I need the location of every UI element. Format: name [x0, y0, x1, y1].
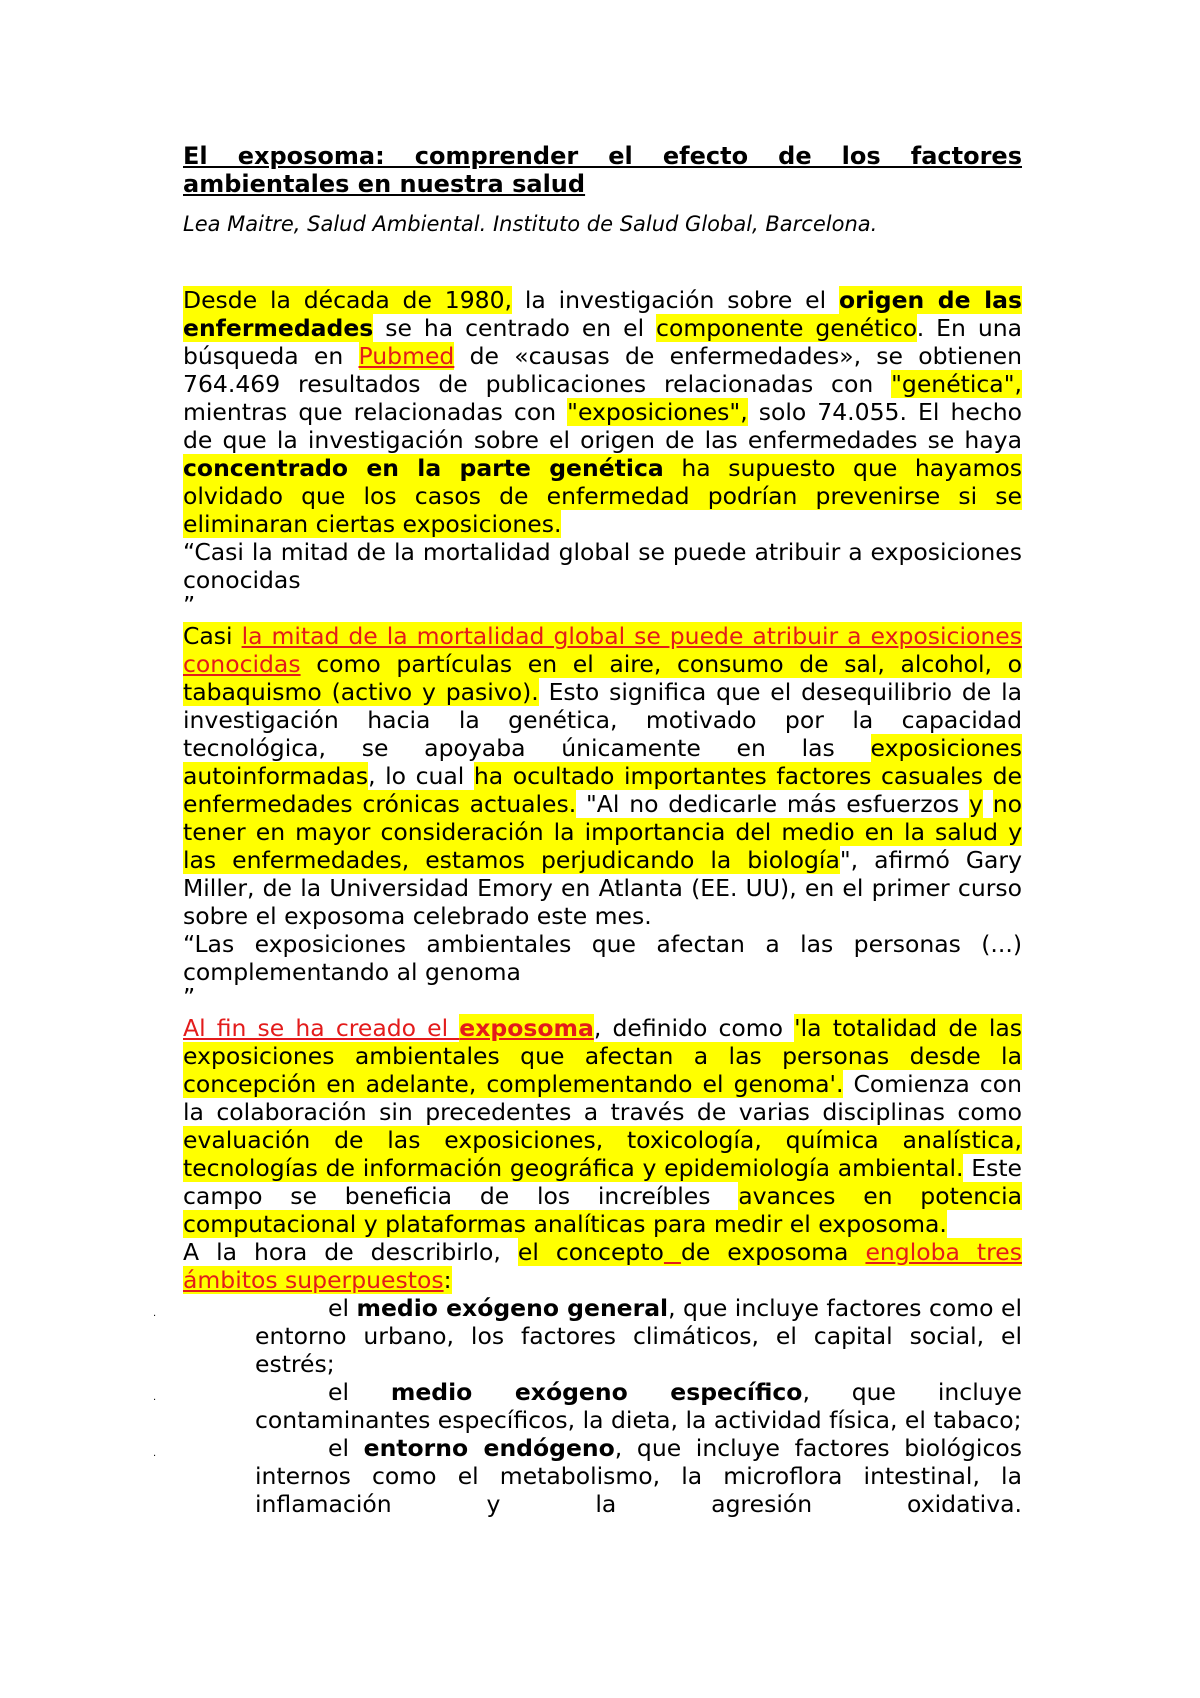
- text-span: [983, 790, 993, 818]
- pull-quote-1: “Casi la mitad de la mortalidad global se puede atribuir a exposiciones conocidas: [183, 538, 1022, 594]
- paragraph-intro: [183, 286, 1022, 538]
- pull-quote-1-close: ”: [183, 591, 196, 619]
- list-item-text: [255, 1378, 1022, 1434]
- highlight-span: ha ocultado importantes factores casuales de enfermedades crónicas actuales.: [183, 762, 1022, 818]
- highlight-span: Casi: [183, 622, 242, 650]
- red-underlined-span: [664, 1238, 681, 1266]
- bullet-icon: ·: [153, 1311, 157, 1322]
- red-underlined-span: engloba tres ámbitos superpuestos: [183, 1238, 1022, 1294]
- list-item: [153, 1378, 1022, 1434]
- bullet-icon: ·: [153, 1451, 157, 1462]
- highlight-span: exposiciones autoinformadas: [183, 734, 1022, 790]
- highlight-span: "exposiciones",: [567, 398, 748, 426]
- text-span: se ha centrado en el: [373, 314, 657, 342]
- highlight-span: el concepto: [517, 1238, 664, 1266]
- text-span: Esto significa que el desequilibrio de la investigación hacia la genética, motivado por la capacidad tecnológica, se apoyaba únicamente en las: [183, 678, 1023, 762]
- bold-term: medio exógeno general: [356, 1294, 669, 1322]
- bullet-icon: ·: [153, 1395, 157, 1406]
- text-span: de «causas de enfermedades», se obtienen 764.469 resultados de publicaciones relacionadas con: [183, 342, 1022, 398]
- list-item-text: [255, 1434, 1022, 1518]
- highlight-bold-span: concentrado en la parte genética: [183, 454, 664, 482]
- pubmed-link[interactable]: Pubmed: [358, 342, 455, 370]
- highlight-span: como partículas en el aire, consumo de sal, alcohol, o tabaquismo (activo y pasivo).: [183, 650, 1022, 706]
- pull-quote-2-close: ”: [183, 983, 196, 1011]
- text-span: , lo cual: [368, 762, 474, 790]
- text-span: el: [328, 1378, 391, 1406]
- text-span: el: [328, 1294, 357, 1322]
- text-span: Comienza con la colaboración sin precedentes a través de varias disciplinas como: [183, 1070, 1022, 1126]
- highlight-bold-span: exposoma: [459, 1014, 594, 1042]
- red-underlined-span: la mitad de la mortalidad global se puede atribuir a exposiciones conocidas: [183, 622, 1022, 678]
- highlight-span: de exposoma: [680, 1238, 866, 1266]
- highlight-span: y: [968, 790, 983, 818]
- document-title: El exposoma: comprender el efecto de los factores ambientales en nuestra salud: [183, 142, 1022, 198]
- list-item: [153, 1434, 1022, 1518]
- exposome-domains-list: [153, 1294, 1022, 1518]
- text-span: la investigación sobre el: [512, 286, 839, 314]
- pull-quote-2: “Las exposiciones ambientales que afectan a las personas (...) complementando al genoma: [183, 930, 1022, 986]
- list-item: [153, 1294, 1022, 1378]
- highlight-span: no tener en mayor consideración la importancia del medio en la salud y las enfermedades, estamos perjudicando la biología: [183, 790, 1022, 874]
- text-span: , que incluye contaminantes específicos, la dieta, la actividad física, el tabaco;: [255, 1378, 1022, 1434]
- text-span: "Al no dedicarle más esfuerzos: [576, 790, 969, 818]
- bold-term: entorno endógeno: [363, 1434, 615, 1462]
- highlight-span: :: [443, 1266, 452, 1294]
- text-span: , definido como: [593, 1014, 795, 1042]
- bold-term: medio exógeno específico: [390, 1378, 803, 1406]
- highlight-span: "genética",: [891, 370, 1022, 398]
- text-span: . En una búsqueda en: [183, 314, 1023, 370]
- highlight-span: Desde la década de 1980,: [183, 286, 513, 314]
- paragraph-mortality: [183, 622, 1022, 930]
- highlight-span: evaluación de las exposiciones, toxicología, química analística, tecnologías de información geográfica y epidemiología ambiental.: [183, 1126, 1022, 1182]
- red-underlined-span: Al fin se ha creado el: [183, 1014, 460, 1042]
- list-item-text: [255, 1294, 1022, 1378]
- highlight-span: 'la totalidad de las exposiciones ambientales que afectan a las personas desde la concepción en adelante, complementando el genoma'.: [183, 1014, 1022, 1098]
- text-span: A la hora de describirlo,: [183, 1238, 518, 1266]
- text-span: ", afirmó Gary Miller, de la Universidad Emory en Atlanta (EE. UU), en el primer curso sobre el exposoma celebrado este mes.: [183, 846, 1022, 930]
- text-span: , que incluye factores biológicos internos como el metabolismo, la microflora intestinal, la inflamación y la agresión oxidativa.: [255, 1434, 1022, 1518]
- text-span: Este campo se beneficia de los increíbles: [183, 1154, 1022, 1210]
- highlight-span: ha supuesto que hayamos olvidado que los casos de enfermedad podrían prevenirse si se eliminaran ciertas exposiciones.: [183, 454, 1022, 538]
- text-span: el: [328, 1434, 364, 1462]
- paragraph-exposome: [183, 1014, 1022, 1294]
- highlight-span: componente genético: [656, 314, 917, 342]
- highlight-span: avances en potencia computacional y plataformas analíticas para medir el exposoma.: [183, 1182, 1022, 1238]
- highlight-bold-span: origen de las enfermedades: [183, 286, 1022, 342]
- author-line: Lea Maitre, Salud Ambiental. Instituto de Salud Global, Barcelona.: [183, 212, 878, 236]
- text-span: , que incluye factores como el entorno urbano, los factores climáticos, el capital social, el estrés;: [255, 1294, 1022, 1378]
- text-span: mientras que relacionadas con: [183, 398, 568, 426]
- text-span: solo 74.055. El hecho de que la investigación sobre el origen de las enfermedades se haya: [183, 398, 1022, 454]
